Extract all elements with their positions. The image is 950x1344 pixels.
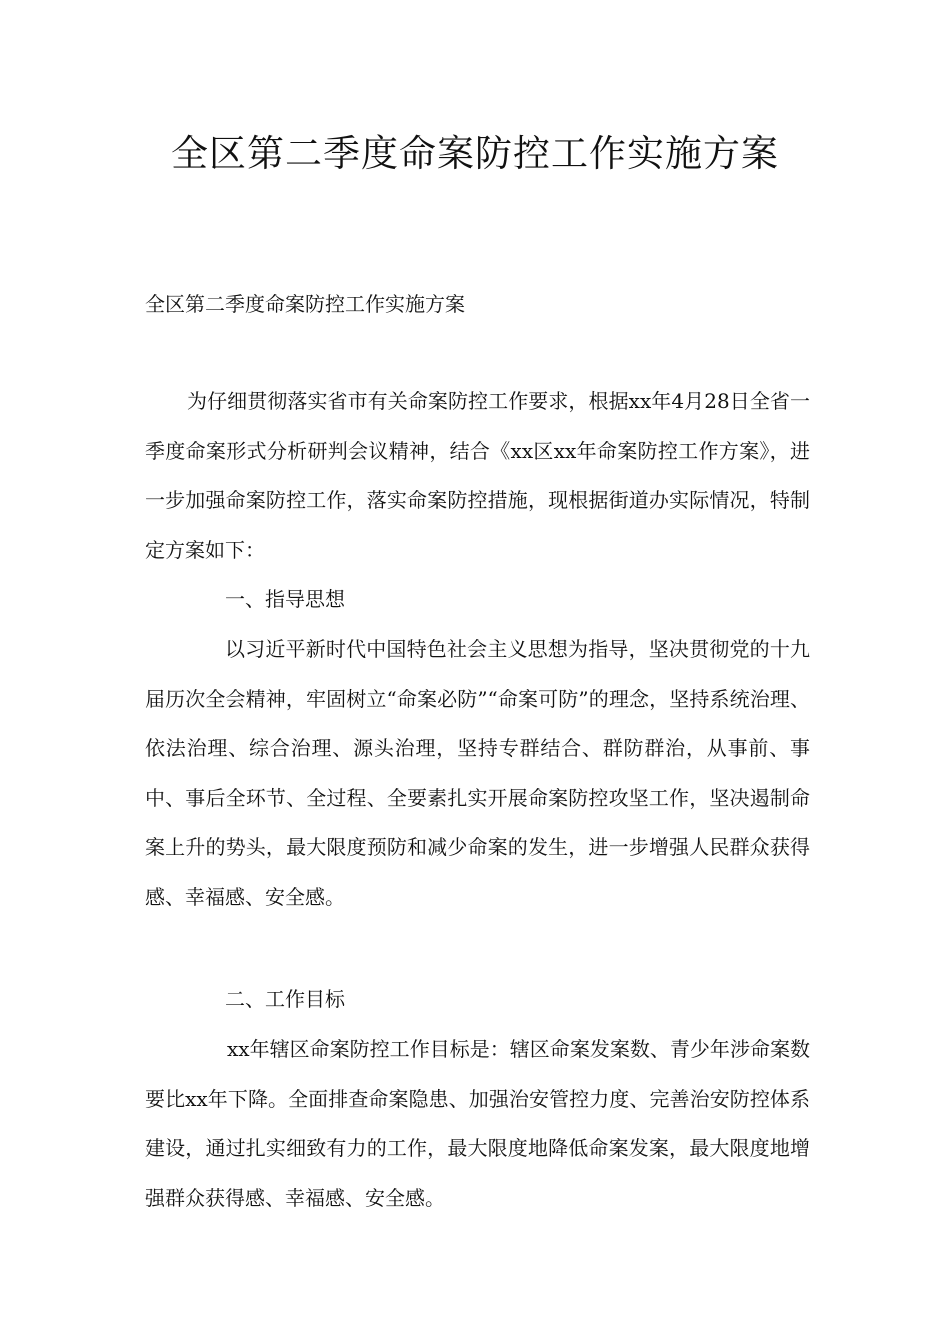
section-paragraph-work-goals: xx年辖区命案防控工作目标是：辖区命案发案数、青少年涉命案数要比xx年下降。全面排查命案隐患、加强治安管控力度、完善治安防控体系建设，通过扎实细致有力的工作，最大限度地降低命案发案，最大限度地增强群众获得感、幸福感、安全感。: [145, 1037, 810, 1210]
intro-paragraph: 为仔细贯彻落实省市有关命案防控工作要求，根据xx年4月28日全省一季度命案形式分析研判会议精神，结合《xx区xx年命案防控工作方案》，进一步加强命案防控工作，落实命案防控措施，现根据街道办实际情况，特制定方案如下：: [145, 389, 810, 562]
document-subtitle: 全区第二季度命案防控工作实施方案: [145, 292, 465, 316]
section-paragraph-guiding-ideology: 以习近平新时代中国特色社会主义思想为指导，坚决贯彻党的十九届历次全会精神，牢固树立“命案必防”“命案可防”的理念，坚持系统治理、依法治理、综合治理、源头治理，坚持专群结合、群防群治，从事前、事中、事后全环节、全过程、全要素扎实开展命案防控攻坚工作，坚决遏制命案上升的势头，最大限度预防和减少命案的发生，进一步增强人民群众获得感、幸福感、安全感。: [145, 637, 810, 909]
document-title: 全区第二季度命案防控工作实施方案: [171, 132, 779, 175]
section-heading-work-goals: 二、工作目标: [225, 987, 345, 1011]
section-heading-guiding-ideology: 一、指导思想: [225, 587, 345, 611]
